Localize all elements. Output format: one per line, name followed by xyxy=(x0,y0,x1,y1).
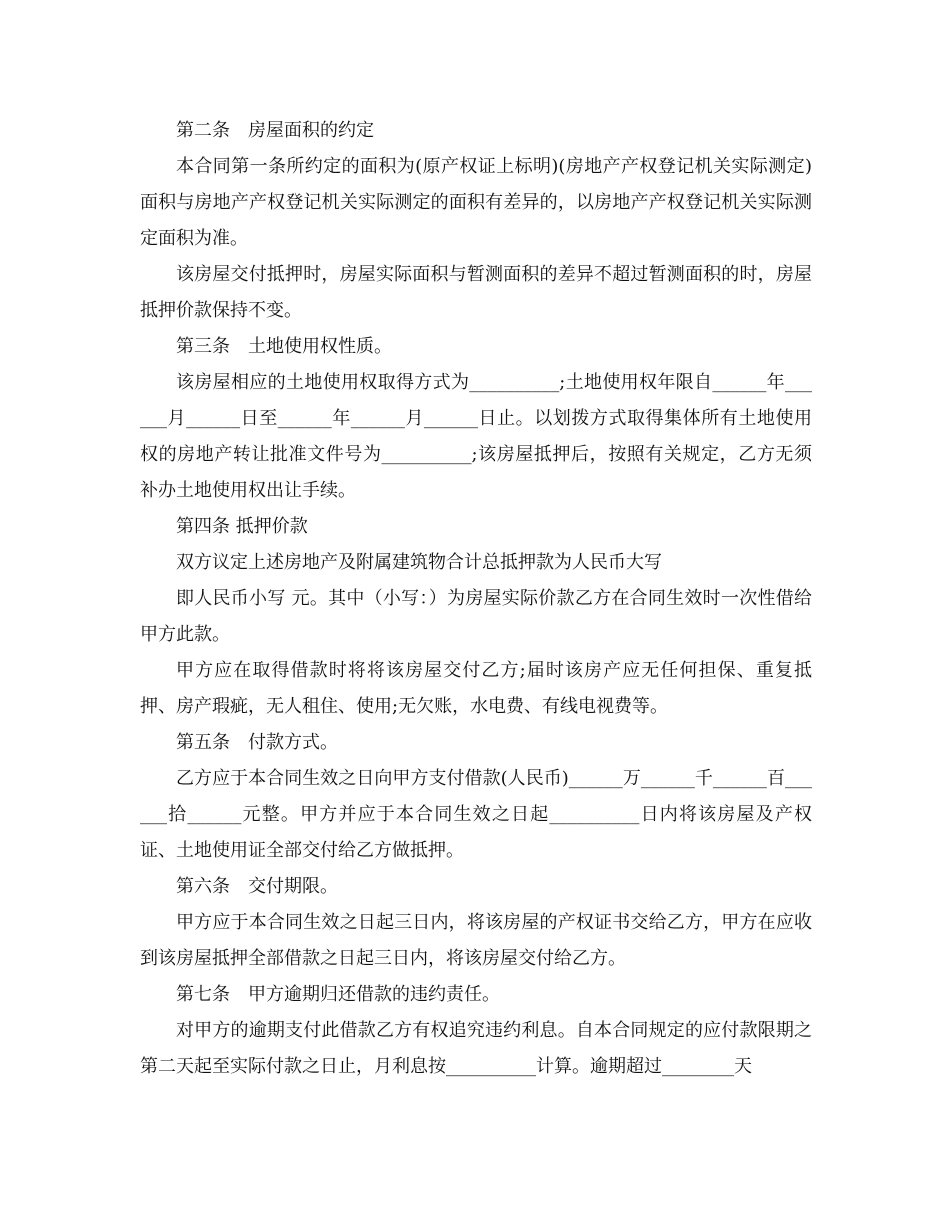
article-6-clause-1: 甲方应于本合同生效之日起三日内，将该房屋的产权证书交给乙方，甲方在应收到该房屋抵押全部借款之日起三日内，将该房屋交付给乙方。 xyxy=(140,912,812,969)
article-2-clause-2: 该房屋交付抵押时，房屋实际面积与暂测面积的差异不超过暂测面积的时，房屋抵押价款保持不变。 xyxy=(140,264,812,321)
article-2-heading: 第二条 房屋面积的约定 xyxy=(176,120,374,141)
article-7-heading: 第七条 甲方逾期归还借款的违约责任。 xyxy=(176,984,500,1005)
article-3-heading: 第三条 土地使用权性质。 xyxy=(176,336,392,357)
article-5-heading: 第五条 付款方式。 xyxy=(176,732,338,753)
article-4-clause-3: 甲方应在取得借款时将将该房屋交付乙方;届时该房产应无任何担保、重复抵押、房产瑕疵，无人租住、使用;无欠账，水电费、有线电视费等。 xyxy=(140,660,812,717)
article-5-clause-1: 乙方应于本合同生效之日向甲方支付借款(人民币)______万______千______百______拾______元整。甲方并应于本合同生效之日起__________日内将该房屋及产权证、土地使用证全部交付给乙方做抵押。 xyxy=(140,768,812,861)
article-4-clause-2: 即人民币小写 元。其中（小写：）为房屋实际价款乙方在合同生效时一次性借给甲方此款。 xyxy=(140,588,812,645)
document-body xyxy=(140,113,812,1085)
article-3-clause-1: 该房屋相应的土地使用权取得方式为__________;土地使用权年限自______年______月______日至______年______月______日止。以划拨方式取得集体所有土地使用权的房地产转让批准文件号为__________;该房屋抵押后，按照有关规定，乙方无须补办土地使用权出让手续。 xyxy=(140,372,812,501)
article-7-clause-1: 对甲方的逾期支付此借款乙方有权追究违约利息。自本合同规定的应付款限期之第二天起至实际付款之日止，月利息按__________计算。逾期超过________天 xyxy=(140,1020,812,1077)
article-6-heading: 第六条 交付期限。 xyxy=(176,876,338,897)
article-2-clause-1: 本合同第一条所约定的面积为(原产权证上标明)(房地产产权登记机关实际测定)面积与房地产产权登记机关实际测定的面积有差异的，以房地产产权登记机关实际测定面积为准。 xyxy=(140,156,812,249)
article-4-heading: 第四条 抵押价款 xyxy=(176,516,308,537)
article-4-clause-1: 双方议定上述房地产及附属建筑物合计总抵押款为人民币大写 xyxy=(176,552,662,573)
